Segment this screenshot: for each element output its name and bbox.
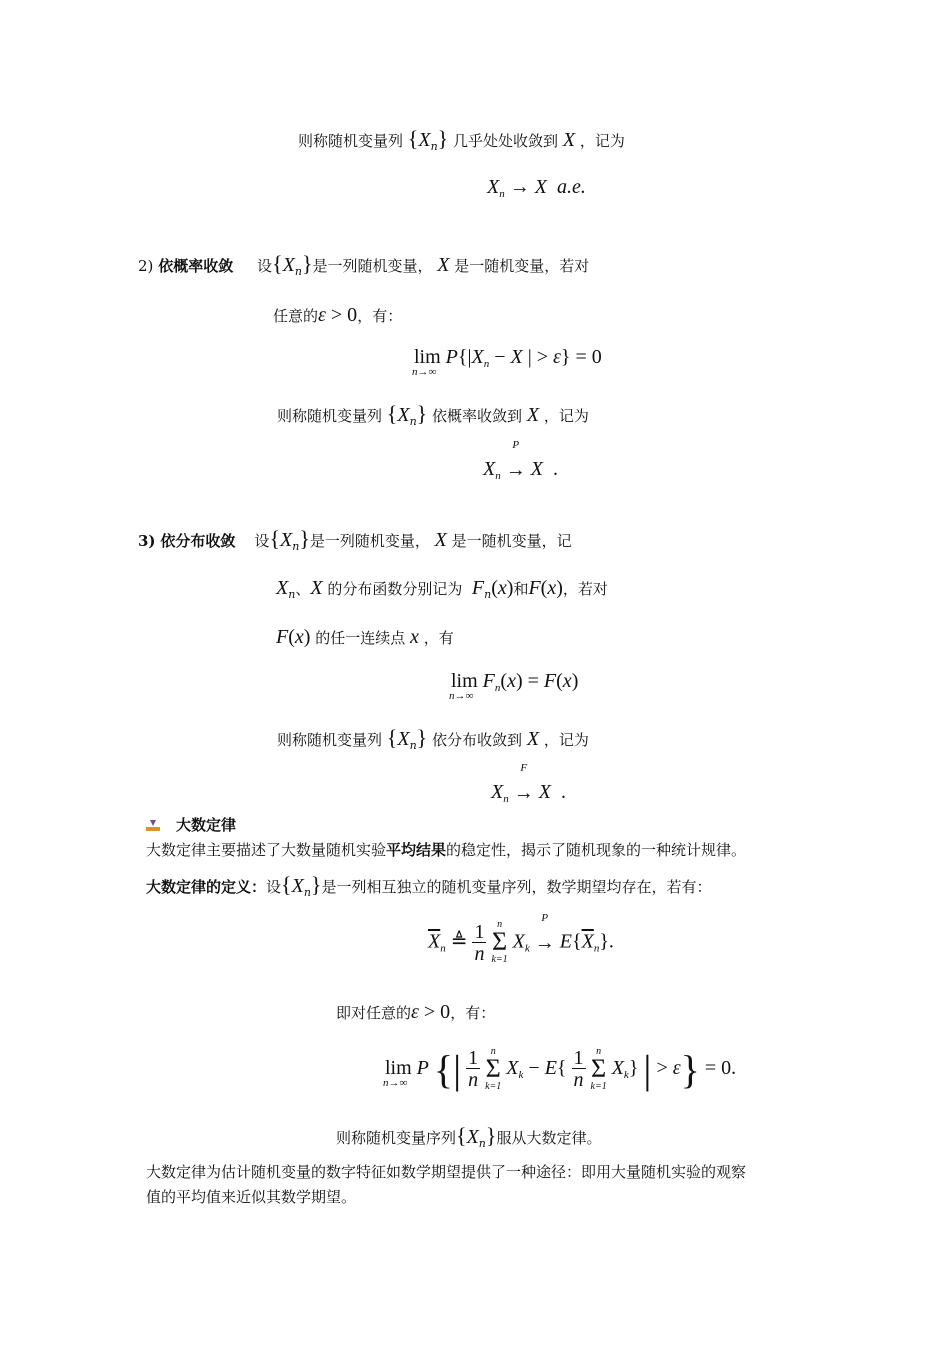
prob-epsilon-line: 任意的ε > 0，有：: [273, 304, 403, 326]
lln-description: 大数定律主要描述了大数量随机实验平均结果的稳定性，揭示了随机现象的一种统计规律。: [146, 841, 747, 859]
dist-continuity-line: F(x) 的任一连续点 x ，有: [276, 626, 454, 648]
ae-formula: $X_n \to X$ a.e.: [487, 176, 586, 200]
dist-limit-formula: lim n→∞ $F_n(x) = F(x)$: [449, 670, 579, 702]
lln-conclusion-line: 则称随机变量序列$\{X_n\}$服从大数定律。: [336, 1123, 602, 1150]
ae-conclusion-line: 则称随机变量列 $\{X_n\}$ 几乎处处收敛到 X ，记为: [298, 126, 625, 153]
dist-conclusion-line: 则称随机变量列 $\{X_n\}$ 依分布收敛到 X ，记为: [277, 725, 589, 752]
dist-function-line: $X_n$、X 的分布函数分别记为 $F_n(x)$和F(x)，若对: [276, 577, 608, 601]
prob-convergence-heading: 2) 依概率收敛 设$\{X_n\}$是一列随机变量， X 是一随机变量，若对: [138, 251, 590, 278]
lln-mean-formula: $\overline{X}_n$ ≜ $\frac{1}{n}$ n Σ k=1 $X_k$ → P $E\{\overline{X}_n\}$.: [428, 911, 614, 965]
lln-limit-formula: lim n→∞ P {| $\frac{1}{n}$ n Σ k=1 $X_k - E${ $\frac{1}{n}$ n Σ k=1 $X_k$} | > ε} = 0.: [383, 1045, 737, 1092]
dist-arrow-formula: $X_n$ → F X .: [491, 761, 566, 805]
lln-epsilon-line: 即对任意的ε > 0，有：: [336, 1001, 496, 1023]
prob-arrow-formula: $X_n$ → P X .: [483, 438, 558, 482]
bullet-arrow-icon: [146, 820, 160, 832]
lln-definition-line: 大数定律的定义：设$\{X_n\}$是一列相互独立的随机变量序列，数学期望均存在，若有：: [146, 872, 712, 899]
lln-title: 大数定律: [146, 814, 236, 836]
prob-conclusion-line: 则称随机变量列 $\{X_n\}$ 依概率收敛到 X ，记为: [277, 401, 589, 428]
lln-final-line-2: 值的平均值来近似其数学期望。: [146, 1188, 357, 1206]
lln-final-line-1: 大数定律为估计随机变量的数字特征如数学期望提供了一种途径：即用大量随机实验的观察: [146, 1163, 747, 1181]
dist-convergence-heading: 3) 依分布收敛 设$\{X_n\}$是一列随机变量， X 是一随机变量，记: [138, 526, 572, 553]
prob-limit-formula: lim n→∞ $P\{|X_n - X$ | > ε} = 0: [412, 346, 602, 378]
